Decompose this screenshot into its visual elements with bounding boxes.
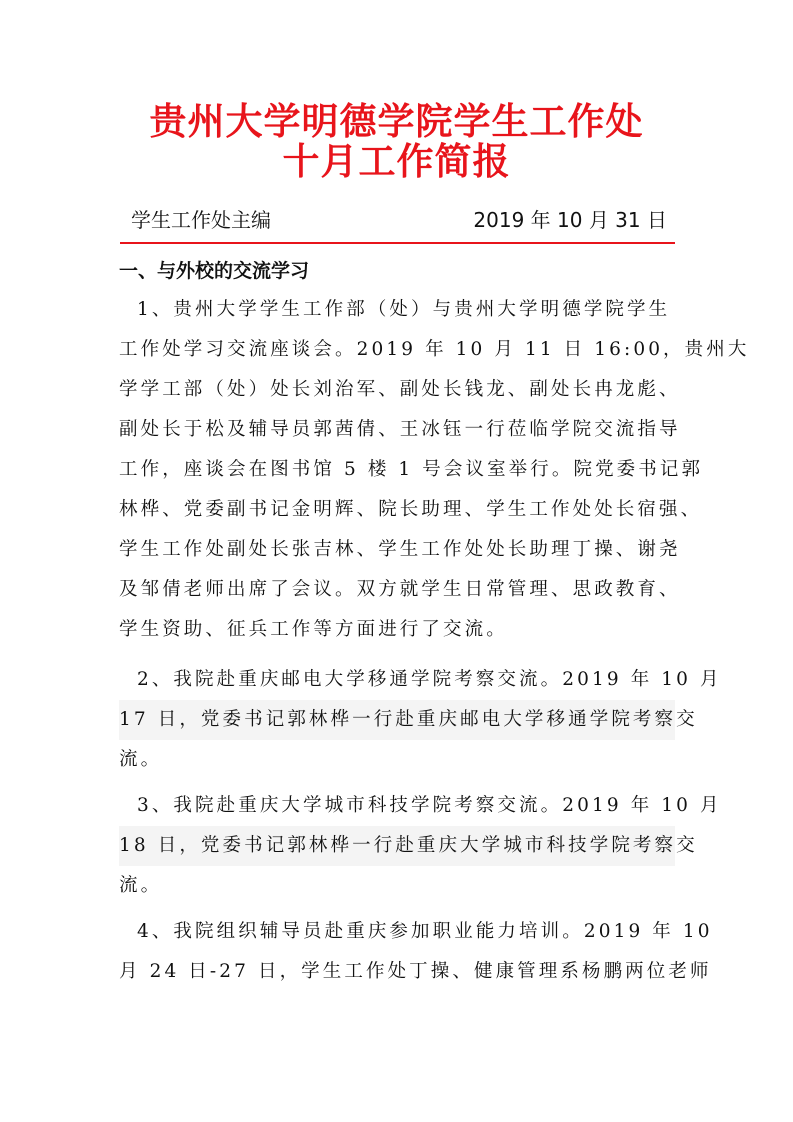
text-line: 4、我院组织辅导员赴重庆参加职业能力培训。2019 年 10	[119, 921, 713, 942]
issue-date: 2019 年 10 月 31 日	[473, 208, 667, 232]
text-line: 学生工作处副处长张吉林、学生工作处处长助理丁操、谢尧	[119, 539, 681, 560]
text-line: 工作，座谈会在图书馆 5 楼 1 号会议室举行。院党委书记郭	[119, 459, 704, 480]
text-line: 18 日，党委书记郭林桦一行赴重庆大学城市科技学院考察交	[119, 826, 675, 866]
report-title-line1: 贵州大学明德学院学生工作处	[149, 100, 644, 143]
text-line: 流。	[119, 875, 163, 896]
text-line: 学生资助、征兵工作等方面进行了交流。	[119, 619, 508, 640]
text-line: 1、贵州大学学生工作部（处）与贵州大学明德学院学生	[119, 299, 671, 320]
text-line: 副处长于松及辅导员郭茜倩、王冰钰一行莅临学院交流指导	[119, 419, 681, 440]
section-heading: 一、与外校的交流学习	[119, 260, 310, 282]
paragraph-1	[119, 290, 750, 650]
paragraph-4	[119, 912, 713, 992]
text-line: 17 日，党委书记郭林桦一行赴重庆邮电大学移通学院考察交	[119, 700, 675, 740]
paragraph-2	[119, 660, 722, 780]
editor-label: 学生工作处主编	[131, 208, 271, 232]
text-line: 月 24 日-27 日，学生工作处丁操、健康管理系杨鹏两位老师	[119, 961, 712, 982]
header-divider	[120, 242, 675, 244]
text-line: 及邹倩老师出席了会议。双方就学生日常管理、思政教育、	[119, 579, 681, 600]
report-title-line2: 十月工作简报	[282, 140, 511, 183]
text-line: 流。	[119, 749, 163, 770]
paragraph-3	[119, 786, 722, 906]
text-line: 林桦、党委副书记金明辉、院长助理、学生工作处处长宿强、	[119, 499, 703, 520]
text-line: 3、我院赴重庆大学城市科技学院考察交流。2019 年 10 月	[119, 795, 722, 816]
text-line: 学学工部（处）处长刘治军、副处长钱龙、副处长冉龙彪、	[119, 379, 681, 400]
text-line: 工作处学习交流座谈会。2019 年 10 月 11 日 16:00，贵州大	[119, 339, 750, 360]
text-line: 2、我院赴重庆邮电大学移通学院考察交流。2019 年 10 月	[119, 669, 722, 690]
